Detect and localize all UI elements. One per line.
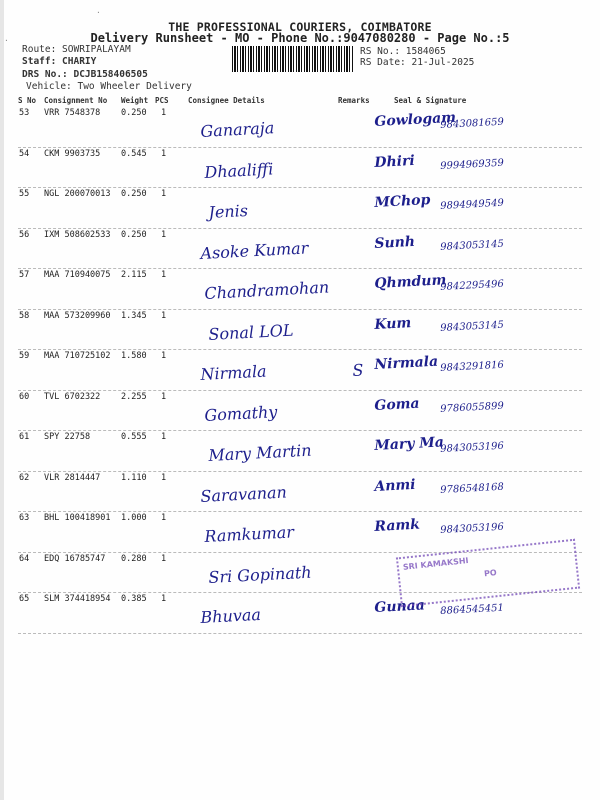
row-divider bbox=[18, 511, 582, 512]
row-pcs: 1 bbox=[161, 351, 167, 361]
consignee-handwritten-name: Saravanan bbox=[200, 481, 288, 506]
row-weight: 0.545 bbox=[121, 148, 147, 159]
row-consignment-no: NGL 200070013 bbox=[44, 189, 111, 199]
receiver-signature: Gunaa bbox=[374, 597, 426, 616]
row-sno: 62 bbox=[19, 472, 30, 483]
row-sno: 59 bbox=[19, 351, 30, 361]
col-consignment: Consignment No bbox=[44, 96, 108, 105]
row-consignment-no: SLM 374418954 bbox=[44, 594, 111, 604]
row-consignment-no: VLR 2814447 bbox=[44, 472, 101, 483]
row-pcs: 1 bbox=[161, 148, 167, 159]
receiver-signature: Mary Ma bbox=[374, 434, 445, 454]
row-sno: 56 bbox=[19, 229, 30, 240]
remark-mark: S bbox=[352, 360, 364, 380]
row-weight: 1.110 bbox=[121, 472, 147, 483]
row-pcs: 1 bbox=[161, 594, 167, 604]
receiver-signature: Qhmdum bbox=[374, 272, 447, 292]
table-row bbox=[0, 473, 600, 513]
row-consignment-no: MAA 710940075 bbox=[44, 270, 111, 280]
row-weight: 2.115 bbox=[121, 270, 147, 280]
row-divider bbox=[18, 147, 582, 148]
col-seal-signature: Seal & Signature bbox=[394, 96, 467, 105]
row-sno: 57 bbox=[19, 270, 30, 280]
row-divider bbox=[18, 349, 582, 350]
row-consignment-no: IXM 508602533 bbox=[44, 229, 111, 240]
table-row bbox=[0, 230, 600, 270]
consignee-handwritten-name: Ramkumar bbox=[204, 522, 295, 546]
receiver-phone-number: 9843081659 bbox=[440, 116, 505, 131]
row-consignment-no: TVL 6702322 bbox=[44, 391, 101, 402]
receiver-signature: Nirmala bbox=[374, 353, 439, 373]
row-divider bbox=[18, 471, 582, 472]
col-remarks: Remarks bbox=[338, 96, 370, 105]
consignee-handwritten-name: Jenis bbox=[208, 200, 249, 222]
col-consignee: Consignee Details bbox=[188, 96, 265, 105]
row-sno: 64 bbox=[19, 553, 30, 564]
row-consignment-no: VRR 7548378 bbox=[44, 108, 101, 118]
row-pcs: 1 bbox=[161, 189, 167, 199]
receiver-phone-number: 9843291816 bbox=[440, 359, 505, 374]
consignee-handwritten-name: Sonal LOL bbox=[208, 320, 294, 344]
row-consignment-no: EDQ 16785747 bbox=[44, 553, 106, 564]
receiver-signature: Ramk bbox=[374, 516, 421, 535]
receiver-phone-number: 9994969359 bbox=[440, 157, 505, 172]
row-weight: 0.555 bbox=[121, 432, 147, 442]
route-label: Route: SOWRIPALAYAM bbox=[22, 44, 131, 55]
row-pcs: 1 bbox=[161, 432, 167, 442]
row-sno: 53 bbox=[19, 108, 30, 118]
receiver-signature: Kum bbox=[374, 314, 412, 333]
receiver-phone-number: 9786548168 bbox=[440, 481, 505, 496]
table-row bbox=[0, 108, 600, 148]
col-weight: Weight bbox=[121, 96, 149, 105]
drs-number: DRS No.: DCJB158406505 bbox=[22, 69, 148, 80]
vehicle-label: Vehicle: Two Wheeler Delivery bbox=[26, 81, 192, 92]
row-consignment-no: SPY 22758 bbox=[44, 432, 91, 442]
receiver-signature: Anmi bbox=[374, 476, 416, 495]
row-sno: 60 bbox=[19, 391, 30, 402]
table-row bbox=[0, 189, 600, 229]
row-sno: 58 bbox=[19, 310, 30, 321]
table-row bbox=[0, 392, 600, 432]
consignee-handwritten-name: Nirmala bbox=[200, 361, 268, 384]
receiver-phone-number: 9894949549 bbox=[440, 197, 505, 212]
receiver-phone-number: 9843053196 bbox=[440, 521, 505, 536]
row-sno: 61 bbox=[19, 432, 30, 442]
row-pcs: 1 bbox=[161, 553, 167, 564]
row-weight: 1.580 bbox=[121, 351, 147, 361]
stamp-line-1: SRI KAMAKSHI bbox=[402, 556, 469, 572]
row-weight: 0.250 bbox=[121, 108, 147, 118]
table-row bbox=[0, 594, 600, 634]
row-consignment-no: MAA 710725102 bbox=[44, 351, 111, 361]
row-sno: 55 bbox=[19, 189, 30, 199]
receiver-phone-number: 9843053196 bbox=[440, 440, 505, 455]
consignee-handwritten-name: Sri Gopinath bbox=[208, 562, 313, 587]
table-row bbox=[0, 270, 600, 310]
stamp-line-2: PO bbox=[483, 568, 498, 579]
rs-date: RS Date: 21-Jul-2025 bbox=[360, 57, 475, 68]
receiver-signature: Gowlogam bbox=[374, 109, 457, 130]
receiver-phone-number: 9842295496 bbox=[440, 278, 505, 293]
table-row bbox=[0, 311, 600, 351]
consignee-handwritten-name: Ganaraja bbox=[200, 118, 275, 141]
receiver-signature: Goma bbox=[374, 395, 420, 414]
runsheet-subtitle: Delivery Runsheet - MO - Phone No.:9047080280 - Page No.:5 bbox=[90, 31, 510, 45]
consignee-handwritten-name: Gomathy bbox=[204, 401, 278, 425]
row-pcs: 1 bbox=[161, 472, 167, 483]
row-divider bbox=[18, 430, 582, 431]
receiver-signature: Dhiri bbox=[374, 152, 416, 171]
row-weight: 0.250 bbox=[121, 229, 147, 240]
consignee-handwritten-name: Mary Martin bbox=[208, 440, 312, 465]
consignee-handwritten-name: Bhuvaa bbox=[200, 604, 262, 627]
row-weight: 2.255 bbox=[121, 391, 147, 402]
row-weight: 1.000 bbox=[121, 513, 147, 523]
receiver-phone-number: 9786055899 bbox=[440, 400, 505, 415]
row-divider bbox=[18, 633, 582, 634]
receiver-phone-number: 8864545451 bbox=[440, 602, 505, 617]
row-divider bbox=[18, 390, 582, 391]
scan-mark: · bbox=[96, 8, 101, 17]
receiver-phone-number: 9843053145 bbox=[440, 319, 505, 334]
row-divider bbox=[18, 228, 582, 229]
consignee-handwritten-name: Asoke Kumar bbox=[200, 237, 309, 263]
row-consignment-no: MAA 573209960 bbox=[44, 310, 111, 321]
col-pcs: PCS bbox=[155, 96, 169, 105]
col-sno: S No bbox=[18, 96, 37, 105]
row-sno: 65 bbox=[19, 594, 30, 604]
scan-mark: · bbox=[4, 36, 9, 45]
barcode-image bbox=[232, 46, 354, 72]
rs-number: RS No.: 1584065 bbox=[360, 46, 446, 57]
row-pcs: 1 bbox=[161, 391, 167, 402]
receiver-phone-number: 9843053145 bbox=[440, 238, 505, 253]
row-pcs: 1 bbox=[161, 513, 167, 523]
staff-label: Staff: CHARIY bbox=[22, 56, 97, 67]
row-weight: 0.385 bbox=[121, 594, 147, 604]
row-divider bbox=[18, 309, 582, 310]
row-pcs: 1 bbox=[161, 270, 167, 280]
row-divider bbox=[18, 187, 582, 188]
row-consignment-no: BHL 100418901 bbox=[44, 513, 111, 523]
table-row bbox=[0, 432, 600, 472]
row-weight: 1.345 bbox=[121, 310, 147, 321]
row-weight: 0.280 bbox=[121, 553, 147, 564]
row-pcs: 1 bbox=[161, 108, 167, 118]
row-pcs: 1 bbox=[161, 229, 167, 240]
consignee-handwritten-name: Dhaaliffi bbox=[204, 158, 274, 182]
row-pcs: 1 bbox=[161, 310, 167, 321]
consignee-handwritten-name: Chandramohan bbox=[204, 277, 330, 303]
company-title: THE PROFESSIONAL COURIERS, COIMBATORE bbox=[168, 20, 432, 34]
table-row bbox=[0, 149, 600, 189]
row-sno: 54 bbox=[19, 148, 30, 159]
receiver-signature: MChop bbox=[374, 192, 431, 211]
row-consignment-no: CKM 9903735 bbox=[44, 148, 101, 159]
row-sno: 63 bbox=[19, 513, 30, 523]
row-weight: 0.250 bbox=[121, 189, 147, 199]
table-row bbox=[0, 351, 600, 391]
receiver-signature: Sunh bbox=[374, 233, 416, 252]
row-divider bbox=[18, 268, 582, 269]
